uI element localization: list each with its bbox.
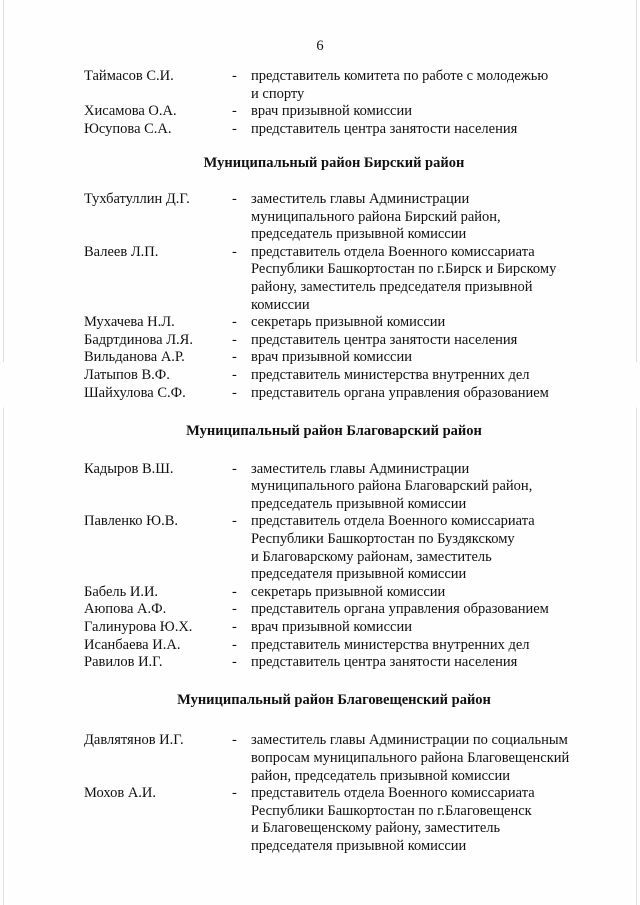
role-line: муниципального района Бирский район, <box>251 208 501 225</box>
role-line: председатель призывной комиссии <box>251 495 467 512</box>
member-name: Бадртдинова Л.Я. <box>84 331 193 348</box>
member-name: Хисамова О.А. <box>84 103 177 120</box>
member-row <box>84 103 604 121</box>
member-role <box>251 654 604 672</box>
scan-edge-right <box>636 0 637 905</box>
dash-separator: - <box>232 243 237 260</box>
role-line: район, председатель призывной комиссии <box>251 767 510 784</box>
role-line: представитель министерства внутренних дел <box>251 636 530 653</box>
member-row <box>84 637 604 655</box>
member-row <box>84 191 604 244</box>
member-row <box>84 385 604 403</box>
member-name: Шайхулова С.Ф. <box>84 384 186 401</box>
member-name: Бабель И.И. <box>84 583 159 600</box>
member-name: Кадыров В.Ш. <box>84 460 174 477</box>
dash-separator: - <box>232 331 237 348</box>
section-heading-blagovarsky: Муниципальный район Благоварский район <box>186 423 482 440</box>
dash-separator: - <box>232 513 237 530</box>
role-line: врач призывной комиссии <box>251 103 412 120</box>
member-name: Равилов И.Г. <box>84 654 163 671</box>
member-role <box>251 601 604 619</box>
member-role <box>251 68 604 103</box>
member-role <box>251 332 604 350</box>
role-line: представитель комитета по работе с молодежью <box>251 68 549 84</box>
member-name: Галинурова Ю.Х. <box>84 619 193 636</box>
role-line: представитель органа управления образованием <box>251 384 549 401</box>
dash-separator: - <box>232 654 237 671</box>
dash-separator: - <box>232 103 237 120</box>
member-row <box>84 619 604 637</box>
dash-separator: - <box>232 190 237 207</box>
member-row <box>84 332 604 350</box>
member-row <box>84 732 604 785</box>
section-heading-birsky: Муниципальный район Бирский район <box>203 155 465 172</box>
role-line: председатель призывной комиссии <box>251 226 467 243</box>
member-name: Павленко Ю.В. <box>84 513 179 530</box>
member-role <box>251 619 604 637</box>
member-name: Мохов А.И. <box>84 785 157 802</box>
role-line: району, заместитель председателя призывной <box>251 278 533 295</box>
dash-separator: - <box>232 460 237 477</box>
dash-separator: - <box>232 583 237 600</box>
dash-separator: - <box>232 384 237 401</box>
scan-edge-left <box>3 0 4 905</box>
member-row <box>84 785 604 855</box>
dash-separator: - <box>232 349 237 366</box>
role-line: врач призывной комиссии <box>251 619 412 636</box>
role-line: Республики Башкортостан по г.Бирск и Бирскому <box>251 261 557 278</box>
member-row <box>84 461 604 514</box>
dash-separator: - <box>232 366 237 383</box>
role-line: комиссии <box>251 296 310 313</box>
member-row <box>84 244 604 314</box>
commission-list <box>84 68 604 856</box>
role-line: секретарь призывной комиссии <box>251 314 446 331</box>
member-role <box>251 103 604 121</box>
role-line: представитель отдела Военного комиссариата <box>251 513 535 530</box>
member-row <box>84 584 604 602</box>
member-role <box>251 367 604 385</box>
role-line: заместитель главы Администрации по социальным <box>251 732 568 749</box>
member-role <box>251 349 604 367</box>
member-row <box>84 513 604 583</box>
member-row <box>84 349 604 367</box>
member-role <box>251 584 604 602</box>
section-heading-blagoveshchensky: Муниципальный район Благовещенский район <box>177 691 491 708</box>
member-role <box>251 785 604 855</box>
role-line: представитель центра занятости населения <box>251 331 518 348</box>
role-line: представитель центра занятости населения <box>251 654 518 671</box>
member-name: Таймасов С.И. <box>84 68 174 84</box>
role-line: и Благоварскому районам, заместитель <box>251 548 492 565</box>
role-line: Республики Башкортостан по г.Благовещенск <box>251 802 532 819</box>
member-name: Вильданова А.Р. <box>84 349 185 366</box>
member-row <box>84 654 604 672</box>
role-line: председателя призывной комиссии <box>251 837 467 854</box>
member-name: Латыпов В.Ф. <box>84 366 170 383</box>
dash-separator: - <box>232 314 237 331</box>
member-row <box>84 314 604 332</box>
member-name: Аюпова А.Ф. <box>84 601 167 618</box>
member-role <box>251 513 604 583</box>
member-name: Исанбаева И.А. <box>84 636 181 653</box>
role-line: представитель министерства внутренних дел <box>251 366 530 383</box>
role-line: председателя призывной комиссии <box>251 566 467 583</box>
dash-separator: - <box>232 68 237 84</box>
role-line: и спорту <box>251 85 305 102</box>
member-name: Давлятянов И.Г. <box>84 732 184 749</box>
dash-separator: - <box>232 120 237 137</box>
member-name: Валеев Л.П. <box>84 243 159 260</box>
member-role <box>251 385 604 403</box>
dash-separator: - <box>232 601 237 618</box>
role-line: секретарь призывной комиссии <box>251 583 446 600</box>
role-line: муниципального района Благоварский район, <box>251 478 533 495</box>
role-line: представитель отдела Военного комиссариата <box>251 243 535 260</box>
member-role <box>251 244 604 314</box>
member-row <box>84 68 604 103</box>
member-role <box>251 314 604 332</box>
member-name: Юсупова С.А. <box>84 120 172 137</box>
member-role <box>251 732 604 785</box>
dash-separator: - <box>232 732 237 749</box>
role-line: врач призывной комиссии <box>251 349 412 366</box>
dash-separator: - <box>232 785 237 802</box>
member-name: Мухачева Н.Л. <box>84 314 175 331</box>
member-role <box>251 121 604 139</box>
dash-separator: - <box>232 619 237 636</box>
member-role <box>251 637 604 655</box>
role-line: Республики Башкортостан по Буздякскому <box>251 531 515 548</box>
member-name: Тухбатуллин Д.Г. <box>84 190 190 207</box>
member-role <box>251 191 604 244</box>
member-row <box>84 121 604 139</box>
role-line: заместитель главы Администрации <box>251 190 470 207</box>
member-role <box>251 461 604 514</box>
role-line: представитель органа управления образованием <box>251 601 549 618</box>
page-number: 6 <box>316 38 324 54</box>
role-line: и Благовещенскому району, заместитель <box>251 820 501 837</box>
member-row <box>84 601 604 619</box>
member-row <box>84 367 604 385</box>
role-line: представитель отдела Военного комиссариата <box>251 785 535 802</box>
role-line: представитель центра занятости населения <box>251 120 518 137</box>
role-line: вопросам муниципального района Благовещенский <box>251 750 570 766</box>
dash-separator: - <box>232 636 237 653</box>
role-line: заместитель главы Администрации <box>251 460 470 477</box>
